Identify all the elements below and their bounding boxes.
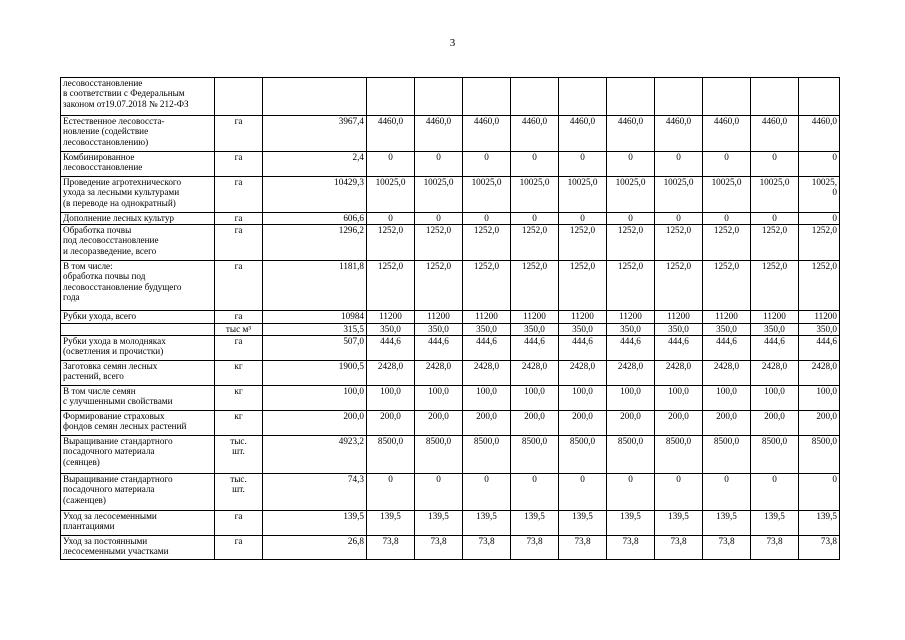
year-value-cell [511,78,559,116]
year-value-cell: 11200 [655,311,703,324]
year-value-cell: 444,6 [367,336,415,361]
year-value-cell: 1252,0 [751,261,799,311]
year-value-cell: 73,8 [559,536,607,560]
year-value-cell: 4460,0 [415,116,463,152]
page-number: 3 [449,37,456,49]
year-value-cell: 11200 [463,311,511,324]
row-name-cell: Заготовка семян лесных растений, всего [61,361,215,386]
year-value-cell: 0 [367,474,415,511]
row-name-cell: лесовосстановление в соответствии с Федеральным законом от19.07.2018 № 212-ФЗ [61,78,215,116]
year-value-cell: 8500,0 [751,436,799,474]
base-value-cell: 1900,5 [263,361,367,386]
year-value-cell: 1252,0 [559,261,607,311]
year-value-cell: 73,8 [511,536,559,560]
year-value-cell: 0 [655,213,703,225]
year-value-cell: 4460,0 [463,116,511,152]
year-value-cell [751,78,799,116]
year-value-cell: 0 [607,474,655,511]
year-value-cell: 139,5 [415,511,463,536]
row-name-cell: Формирование страховых фондов семян лесных растений [61,411,215,436]
row-name-cell: Рубки ухода, всего [61,311,215,324]
base-value-cell: 200,0 [263,411,367,436]
year-value-cell: 10025,0 [511,177,559,213]
year-value-cell: 10025,0 [463,177,511,213]
year-value-cell: 200,0 [655,411,703,436]
unit-cell: га [215,261,263,311]
year-value-cell: 11200 [607,311,655,324]
year-value-cell: 139,5 [463,511,511,536]
year-value-cell: 200,0 [559,411,607,436]
year-value-cell: 0 [751,213,799,225]
year-value-cell: 73,8 [655,536,703,560]
year-value-cell: 1252,0 [559,225,607,261]
year-value-cell: 73,8 [799,536,840,560]
base-value-cell: 139,5 [263,511,367,536]
year-value-cell: 4460,0 [607,116,655,152]
forest-works-table [60,77,840,560]
year-value-cell: 11200 [415,311,463,324]
year-value-cell: 444,6 [559,336,607,361]
row-name-cell: Естественное лесовосста- новление (содействие лесовосстановлению) [61,116,215,152]
year-value-cell: 444,6 [799,336,840,361]
table-row [61,225,840,261]
year-value-cell: 100,0 [415,386,463,411]
year-value-cell: 0 [607,213,655,225]
year-value-cell: 11200 [559,311,607,324]
base-value-cell: 4923,2 [263,436,367,474]
year-value-cell: 0 [703,152,751,177]
year-value-cell: 2428,0 [367,361,415,386]
table-row [61,511,840,536]
unit-cell [215,78,263,116]
row-name-cell: Уход за постоянными лесосеменными участками [61,536,215,560]
year-value-cell: 73,8 [607,536,655,560]
row-name-cell [61,324,215,336]
year-value-cell: 73,8 [703,536,751,560]
year-value-cell: 200,0 [703,411,751,436]
year-value-cell: 8500,0 [607,436,655,474]
table-row [61,116,840,152]
year-value-cell: 100,0 [559,386,607,411]
unit-cell: га [215,152,263,177]
year-value-cell: 10025,0 [751,177,799,213]
base-value-cell [263,78,367,116]
year-value-cell: 444,6 [703,336,751,361]
year-value-cell: 444,6 [511,336,559,361]
base-value-cell: 26,8 [263,536,367,560]
year-value-cell: 11200 [367,311,415,324]
year-value-cell: 8500,0 [511,436,559,474]
year-value-cell: 139,5 [655,511,703,536]
year-value-cell: 1252,0 [799,225,840,261]
year-value-cell: 139,5 [751,511,799,536]
year-value-cell: 350,0 [367,324,415,336]
row-name-cell: В том числе: обработка почвы под лесовосстановление будущего года [61,261,215,311]
year-value-cell: 1252,0 [751,225,799,261]
year-value-cell: 139,5 [511,511,559,536]
year-value-cell: 200,0 [463,411,511,436]
row-name-cell: Выращивание стандартного посадочного материала (саженцев) [61,474,215,511]
year-value-cell: 200,0 [799,411,840,436]
table-row [61,78,840,116]
year-value-cell: 1252,0 [367,225,415,261]
year-value-cell: 139,5 [799,511,840,536]
unit-cell: кг [215,411,263,436]
table-row [61,311,840,324]
year-value-cell: 11200 [511,311,559,324]
unit-cell: га [215,536,263,560]
year-value-cell: 1252,0 [511,261,559,311]
row-name-cell: Уход за лесосеменными плантациями [61,511,215,536]
base-value-cell: 10429,3 [263,177,367,213]
year-value-cell: 73,8 [367,536,415,560]
unit-cell: га [215,213,263,225]
year-value-cell: 8500,0 [415,436,463,474]
year-value-cell: 1252,0 [415,225,463,261]
year-value-cell: 2428,0 [655,361,703,386]
year-value-cell: 139,5 [367,511,415,536]
year-value-cell: 8500,0 [463,436,511,474]
year-value-cell: 11200 [799,311,840,324]
year-value-cell [463,78,511,116]
row-name-cell: Дополнение лесных культур [61,213,215,225]
year-value-cell: 2428,0 [559,361,607,386]
unit-cell: кг [215,361,263,386]
unit-cell: тыс. шт. [215,474,263,511]
year-value-cell: 11200 [703,311,751,324]
year-value-cell: 0 [463,152,511,177]
year-value-cell: 350,0 [703,324,751,336]
year-value-cell: 4460,0 [799,116,840,152]
year-value-cell: 10025, 0 [799,177,840,213]
year-value-cell: 0 [655,152,703,177]
year-value-cell: 10025,0 [415,177,463,213]
year-value-cell: 139,5 [607,511,655,536]
unit-cell: тыс м³ [215,324,263,336]
year-value-cell: 444,6 [415,336,463,361]
year-value-cell: 350,0 [511,324,559,336]
year-value-cell: 2428,0 [607,361,655,386]
year-value-cell: 8500,0 [703,436,751,474]
year-value-cell: 4460,0 [559,116,607,152]
year-value-cell: 2428,0 [799,361,840,386]
year-value-cell: 0 [511,474,559,511]
year-value-cell: 1252,0 [703,225,751,261]
table-row [61,261,840,311]
year-value-cell: 11200 [751,311,799,324]
table-row [61,213,840,225]
year-value-cell: 8500,0 [655,436,703,474]
year-value-cell: 1252,0 [607,261,655,311]
year-value-cell: 100,0 [367,386,415,411]
year-value-cell: 100,0 [607,386,655,411]
year-value-cell: 444,6 [463,336,511,361]
base-value-cell: 100,0 [263,386,367,411]
year-value-cell: 139,5 [559,511,607,536]
year-value-cell: 0 [703,213,751,225]
year-value-cell: 0 [751,474,799,511]
year-value-cell: 0 [799,213,840,225]
year-value-cell: 350,0 [415,324,463,336]
year-value-cell: 4460,0 [751,116,799,152]
base-value-cell: 10984 [263,311,367,324]
year-value-cell: 0 [607,152,655,177]
base-value-cell: 315,5 [263,324,367,336]
unit-cell: га [215,511,263,536]
base-value-cell: 1181,8 [263,261,367,311]
unit-cell: га [215,177,263,213]
year-value-cell: 100,0 [703,386,751,411]
year-value-cell: 0 [799,474,840,511]
year-value-cell: 350,0 [655,324,703,336]
year-value-cell: 73,8 [415,536,463,560]
year-value-cell: 200,0 [367,411,415,436]
year-value-cell: 0 [559,152,607,177]
year-value-cell [703,78,751,116]
year-value-cell: 1252,0 [367,261,415,311]
year-value-cell: 0 [799,152,840,177]
year-value-cell: 139,5 [703,511,751,536]
year-value-cell: 8500,0 [799,436,840,474]
row-name-cell: Рубки ухода в молодняках (осветления и прочистки) [61,336,215,361]
table-row [61,474,840,511]
year-value-cell: 4460,0 [655,116,703,152]
year-value-cell: 200,0 [511,411,559,436]
year-value-cell: 0 [655,474,703,511]
table-row [61,436,840,474]
year-value-cell: 0 [511,152,559,177]
year-value-cell: 1252,0 [655,225,703,261]
year-value-cell [415,78,463,116]
year-value-cell: 444,6 [655,336,703,361]
table-row [61,536,840,560]
base-value-cell: 2,4 [263,152,367,177]
unit-cell: га [215,311,263,324]
row-name-cell: Комбинированное лесовосстановление [61,152,215,177]
table-row [61,411,840,436]
year-value-cell: 2428,0 [703,361,751,386]
year-value-cell [607,78,655,116]
year-value-cell: 10025,0 [367,177,415,213]
year-value-cell: 0 [751,152,799,177]
year-value-cell [559,78,607,116]
base-value-cell: 3967,4 [263,116,367,152]
year-value-cell: 444,6 [607,336,655,361]
year-value-cell [799,78,840,116]
year-value-cell: 200,0 [751,411,799,436]
year-value-cell: 1252,0 [703,261,751,311]
unit-cell: га [215,336,263,361]
year-value-cell: 0 [559,213,607,225]
year-value-cell: 2428,0 [751,361,799,386]
year-value-cell: 0 [463,213,511,225]
base-value-cell: 507,0 [263,336,367,361]
year-value-cell: 0 [415,213,463,225]
year-value-cell: 0 [463,474,511,511]
table-row [61,177,840,213]
table-row [61,324,840,336]
year-value-cell: 4460,0 [703,116,751,152]
row-name-cell: Проведение агротехнического ухода за лесными культурами (в переводе на однократный) [61,177,215,213]
year-value-cell: 1252,0 [655,261,703,311]
year-value-cell: 100,0 [463,386,511,411]
year-value-cell: 350,0 [799,324,840,336]
year-value-cell: 1252,0 [799,261,840,311]
unit-cell: кг [215,386,263,411]
year-value-cell: 1252,0 [463,261,511,311]
year-value-cell: 200,0 [415,411,463,436]
row-name-cell: Обработка почвы под лесовосстановление и лесоразведение, всего [61,225,215,261]
year-value-cell: 4460,0 [367,116,415,152]
row-name-cell: Выращивание стандартного посадочного материала (сеянцев) [61,436,215,474]
year-value-cell: 100,0 [511,386,559,411]
year-value-cell: 1252,0 [607,225,655,261]
year-value-cell: 2428,0 [463,361,511,386]
base-value-cell: 1296,2 [263,225,367,261]
year-value-cell: 350,0 [559,324,607,336]
year-value-cell [655,78,703,116]
year-value-cell: 100,0 [655,386,703,411]
year-value-cell: 350,0 [463,324,511,336]
year-value-cell: 444,6 [751,336,799,361]
year-value-cell: 200,0 [607,411,655,436]
year-value-cell: 2428,0 [511,361,559,386]
year-value-cell: 0 [511,213,559,225]
year-value-cell: 10025,0 [655,177,703,213]
table-row [61,386,840,411]
table-row [61,336,840,361]
year-value-cell: 8500,0 [367,436,415,474]
year-value-cell: 350,0 [607,324,655,336]
table-row [61,361,840,386]
year-value-cell: 4460,0 [511,116,559,152]
base-value-cell: 74,3 [263,474,367,511]
year-value-cell: 1252,0 [463,225,511,261]
year-value-cell: 0 [415,474,463,511]
row-name-cell: В том числе семян с улучшенными свойствами [61,386,215,411]
year-value-cell: 2428,0 [415,361,463,386]
year-value-cell: 0 [367,213,415,225]
year-value-cell: 100,0 [799,386,840,411]
year-value-cell: 73,8 [463,536,511,560]
base-value-cell: 606,6 [263,213,367,225]
year-value-cell: 0 [367,152,415,177]
year-value-cell: 350,0 [751,324,799,336]
year-value-cell: 10025,0 [607,177,655,213]
year-value-cell: 8500,0 [559,436,607,474]
year-value-cell [367,78,415,116]
year-value-cell: 73,8 [751,536,799,560]
year-value-cell: 0 [559,474,607,511]
unit-cell: га [215,225,263,261]
year-value-cell: 100,0 [751,386,799,411]
year-value-cell: 10025,0 [703,177,751,213]
unit-cell: тыс. шт. [215,436,263,474]
year-value-cell: 0 [415,152,463,177]
table-row [61,152,840,177]
year-value-cell: 1252,0 [415,261,463,311]
year-value-cell: 10025,0 [559,177,607,213]
year-value-cell: 1252,0 [511,225,559,261]
unit-cell: га [215,116,263,152]
year-value-cell: 0 [703,474,751,511]
